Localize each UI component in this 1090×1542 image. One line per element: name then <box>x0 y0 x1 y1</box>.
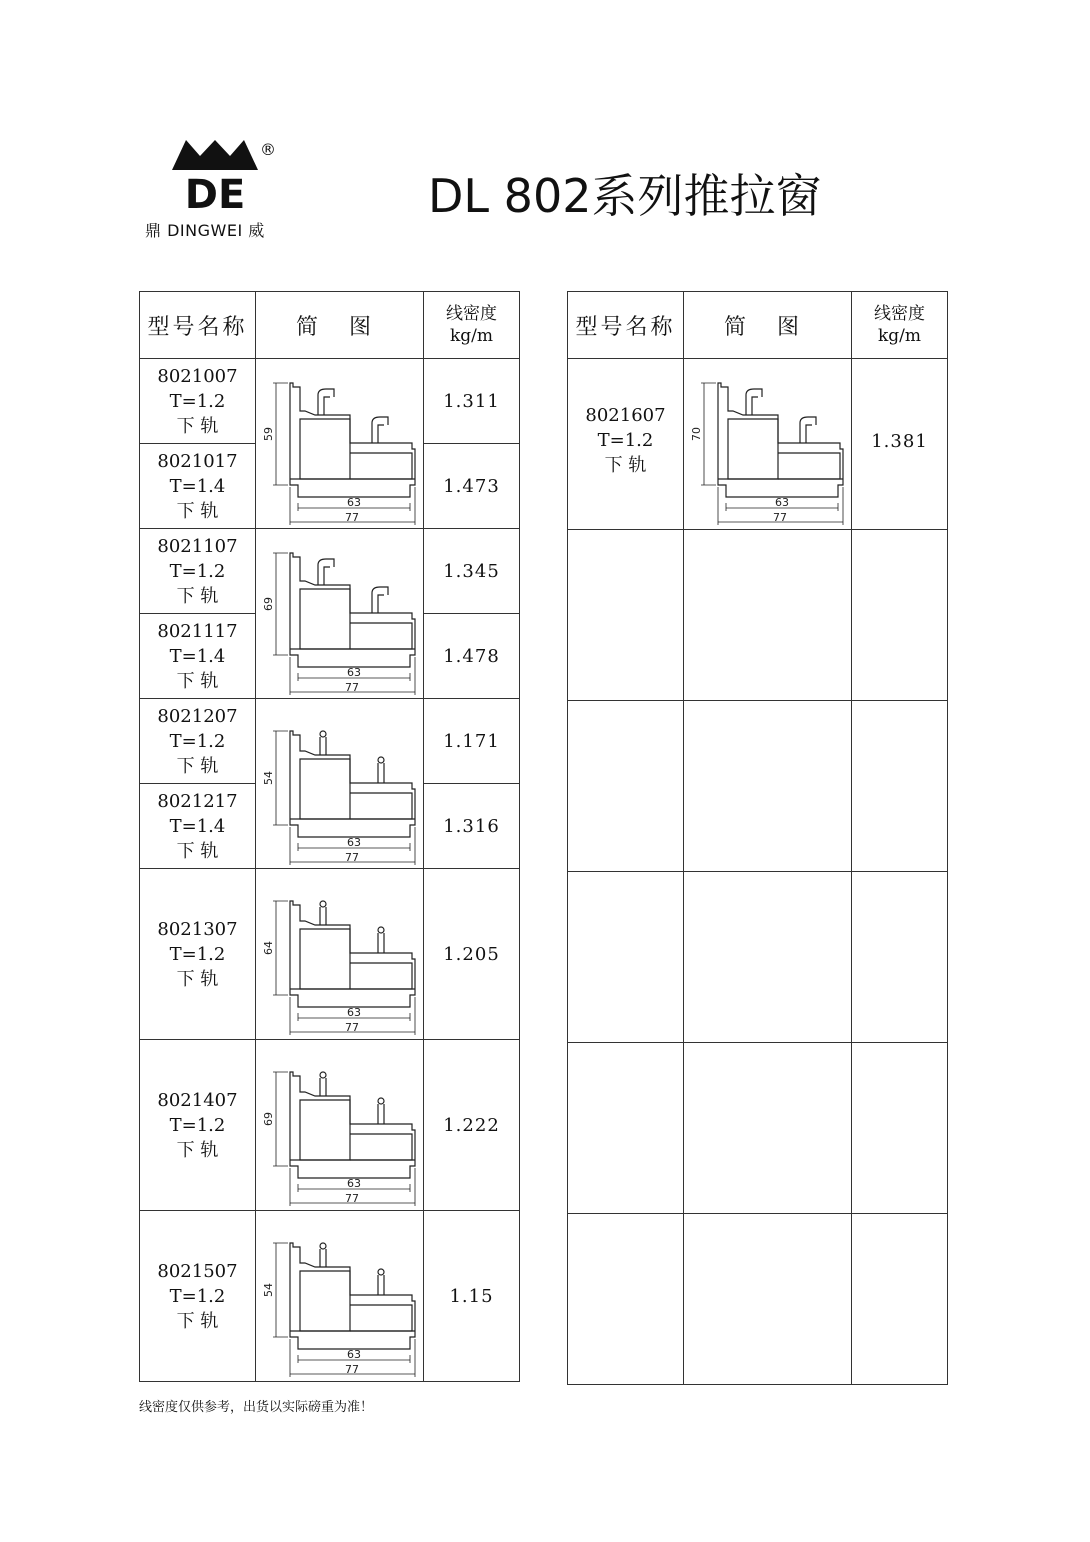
model-part: 下 轨 <box>176 840 219 862</box>
empty-cell <box>568 872 684 1043</box>
empty-cell <box>684 872 852 1043</box>
density-value: 1.205 <box>424 869 520 1040</box>
sketch-cell <box>256 1040 424 1211</box>
model-thickness: T=1.2 <box>169 390 226 412</box>
profile-tongue-tip <box>378 1098 384 1104</box>
empty-cell <box>852 1214 948 1385</box>
dimension-height-label: 54 <box>261 770 275 785</box>
profile-tongue-tip <box>378 757 384 763</box>
profile-tongue <box>320 907 326 925</box>
empty-cell <box>852 1043 948 1214</box>
dimension-line-height <box>273 1243 288 1337</box>
density-label: 线密度 <box>446 304 497 324</box>
header-sketch: 简 图 <box>256 292 424 359</box>
sketch-cell <box>256 699 424 869</box>
header-density <box>852 292 948 359</box>
empty-cell <box>684 701 852 872</box>
dimension-height-label: 59 <box>261 426 275 441</box>
profile-drawing <box>260 871 420 1037</box>
profile-tongue-tip <box>320 731 326 737</box>
density-unit: kg/m <box>449 326 494 346</box>
sketch-cell <box>256 869 424 1040</box>
svg-text:DE: DE <box>184 172 246 214</box>
profile-outline <box>290 901 415 1007</box>
density-label: 线密度 <box>874 304 925 324</box>
profile-outline <box>290 553 415 667</box>
brand-name <box>145 218 265 241</box>
profile-tongue <box>378 1104 384 1124</box>
model-thickness: T=1.2 <box>169 560 226 582</box>
profile-hook <box>318 389 334 415</box>
page-title: DL 802系列推拉窗 <box>428 169 822 223</box>
profile-hook <box>746 389 762 415</box>
brand-char-right: 威 <box>248 221 265 240</box>
model-part: 下 轨 <box>176 1139 219 1161</box>
profile-hook <box>372 587 388 613</box>
model-number: 8021607 <box>585 405 666 426</box>
brand-char-left: 鼎 <box>145 221 162 240</box>
profile-chamber <box>350 1305 412 1331</box>
profile-tongue-tip <box>320 1072 326 1078</box>
model-part: 下 轨 <box>176 500 219 522</box>
dimension-height-label: 69 <box>261 1112 275 1126</box>
dimension-inner-width-label: 63 <box>346 835 361 849</box>
profile-chamber <box>350 793 412 819</box>
model-thickness: T=1.4 <box>169 815 226 837</box>
dimension-height-label: 69 <box>261 596 275 611</box>
density-value: 1.316 <box>424 784 520 869</box>
brand-latin: DINGWEI <box>167 221 243 240</box>
dimension-line-height <box>273 383 288 485</box>
model-number: 8021207 <box>157 705 238 727</box>
model-thickness: T=1.4 <box>169 645 226 667</box>
model-cell <box>140 869 256 1040</box>
header-sketch: 简 图 <box>684 292 852 359</box>
profile-tongue <box>378 763 384 783</box>
dimension-line-height <box>273 553 288 655</box>
profile-chamber <box>350 963 412 989</box>
empty-cell <box>684 530 852 701</box>
model-part: 下 轨 <box>176 755 219 777</box>
density-value: 1.222 <box>424 1040 520 1211</box>
density-unit: kg/m <box>877 326 922 346</box>
model-number: 8021217 <box>157 790 238 812</box>
profile-outline <box>290 731 415 837</box>
dingwei-logo-icon <box>172 140 258 214</box>
model-cell <box>140 1040 256 1211</box>
profile-drawing <box>260 701 420 867</box>
profile-chamber <box>300 1100 350 1160</box>
dimension-inner-width-label: 63 <box>346 1348 361 1361</box>
model-number: 8021017 <box>157 450 238 472</box>
dimension-outer-width-label: 77 <box>344 1363 359 1376</box>
profile-tongue <box>320 737 326 755</box>
dimension-outer-width-label: 77 <box>344 510 359 524</box>
profile-tongue-tip <box>378 1269 384 1275</box>
model-thickness: T=1.2 <box>169 943 226 965</box>
model-part: 下 轨 <box>176 585 219 607</box>
dimension-outer-width-label: 77 <box>772 511 787 524</box>
dimension-inner-width-label: 63 <box>346 665 361 679</box>
profile-outline <box>290 1243 415 1349</box>
profile-tongue-tip <box>378 927 384 933</box>
model-cell <box>140 529 256 614</box>
dimension-outer-width-label: 77 <box>344 680 359 694</box>
sketch-cell <box>256 529 424 699</box>
profile-chamber <box>350 1134 412 1160</box>
header-model: 型号名称 <box>140 292 256 359</box>
empty-cell <box>684 1043 852 1214</box>
footnote: 线密度仅供参考，出货以实际磅重为准！ <box>139 1400 374 1415</box>
registered-mark: ® <box>260 140 276 159</box>
model-part: 下 轨 <box>604 455 647 476</box>
profile-hook <box>318 559 334 585</box>
empty-cell <box>568 701 684 872</box>
model-cell <box>140 1211 256 1382</box>
model-number: 8021117 <box>157 620 238 642</box>
profile-chamber <box>728 419 778 479</box>
empty-cell <box>568 1043 684 1214</box>
density-value: 1.15 <box>424 1211 520 1382</box>
profile-chamber <box>300 419 350 479</box>
model-thickness: T=1.2 <box>169 1114 226 1136</box>
profile-chamber <box>350 453 412 479</box>
profile-tongue-tip <box>320 1243 326 1249</box>
profile-tongue <box>378 1275 384 1295</box>
left-spec-table <box>139 291 520 1382</box>
sketch-cell <box>684 359 852 530</box>
profile-chamber <box>300 589 350 649</box>
profile-tongue-tip <box>320 901 326 907</box>
model-cell <box>140 784 256 869</box>
dimension-outer-width-label: 77 <box>344 1021 359 1034</box>
dimension-line-height <box>701 383 716 485</box>
model-cell <box>568 359 684 530</box>
model-part: 下 轨 <box>176 1310 219 1332</box>
dimension-height-label: 70 <box>689 427 703 441</box>
right-spec-table <box>567 291 948 1385</box>
brand-logo <box>140 140 290 240</box>
dimension-line-height <box>273 901 288 995</box>
dimension-height-label: 54 <box>261 1283 275 1297</box>
profile-chamber <box>300 929 350 989</box>
header-density <box>424 292 520 359</box>
model-cell <box>140 614 256 699</box>
profile-drawing <box>260 1042 420 1208</box>
dimension-inner-width-label: 63 <box>346 1006 361 1019</box>
dimension-inner-width-label: 63 <box>346 495 361 509</box>
profile-hook <box>372 417 388 443</box>
density-value: 1.473 <box>424 444 520 529</box>
model-number: 8021107 <box>157 535 238 557</box>
profile-outline <box>290 1072 415 1178</box>
empty-cell <box>568 530 684 701</box>
profile-tongue <box>378 933 384 953</box>
model-thickness: T=1.4 <box>169 475 226 497</box>
empty-cell <box>684 1214 852 1385</box>
profile-drawing <box>260 361 420 527</box>
empty-cell <box>852 530 948 701</box>
empty-cell <box>568 1214 684 1385</box>
dimension-outer-width-label: 77 <box>344 850 359 864</box>
model-part: 下 轨 <box>176 670 219 692</box>
profile-tongue <box>320 1078 326 1096</box>
profile-outline <box>718 383 843 497</box>
density-value: 1.345 <box>424 529 520 614</box>
profile-drawing <box>260 531 420 697</box>
profile-tongue <box>320 1249 326 1267</box>
dimension-inner-width-label: 63 <box>774 496 789 509</box>
dimension-inner-width-label: 63 <box>346 1177 361 1190</box>
model-cell <box>140 699 256 784</box>
dimension-line-height <box>273 1072 288 1166</box>
model-number: 8021007 <box>157 365 238 387</box>
empty-cell <box>852 872 948 1043</box>
profile-drawing <box>688 361 848 527</box>
model-number: 8021507 <box>157 1260 238 1282</box>
profile-chamber <box>350 623 412 649</box>
model-number: 8021407 <box>157 1089 238 1111</box>
density-value: 1.171 <box>424 699 520 784</box>
sketch-cell <box>256 359 424 529</box>
header-model: 型号名称 <box>568 292 684 359</box>
model-part: 下 轨 <box>176 968 219 990</box>
profile-chamber <box>300 759 350 819</box>
profile-chamber <box>778 453 840 479</box>
empty-cell <box>852 701 948 872</box>
model-cell <box>140 444 256 529</box>
profile-outline <box>290 383 415 497</box>
model-cell <box>140 359 256 444</box>
dimension-line-height <box>273 731 288 825</box>
model-part: 下 轨 <box>176 415 219 437</box>
profile-hook <box>800 417 816 443</box>
profile-chamber <box>300 1271 350 1331</box>
density-value: 1.381 <box>852 359 948 530</box>
model-thickness: T=1.2 <box>169 1285 226 1307</box>
dimension-outer-width-label: 77 <box>344 1192 359 1205</box>
dimension-height-label: 64 <box>261 941 275 955</box>
model-thickness: T=1.2 <box>169 730 226 752</box>
density-value: 1.311 <box>424 359 520 444</box>
sketch-cell <box>256 1211 424 1382</box>
model-number: 8021307 <box>157 918 238 940</box>
model-thickness: T=1.2 <box>597 430 654 451</box>
profile-drawing <box>260 1213 420 1379</box>
density-value: 1.478 <box>424 614 520 699</box>
